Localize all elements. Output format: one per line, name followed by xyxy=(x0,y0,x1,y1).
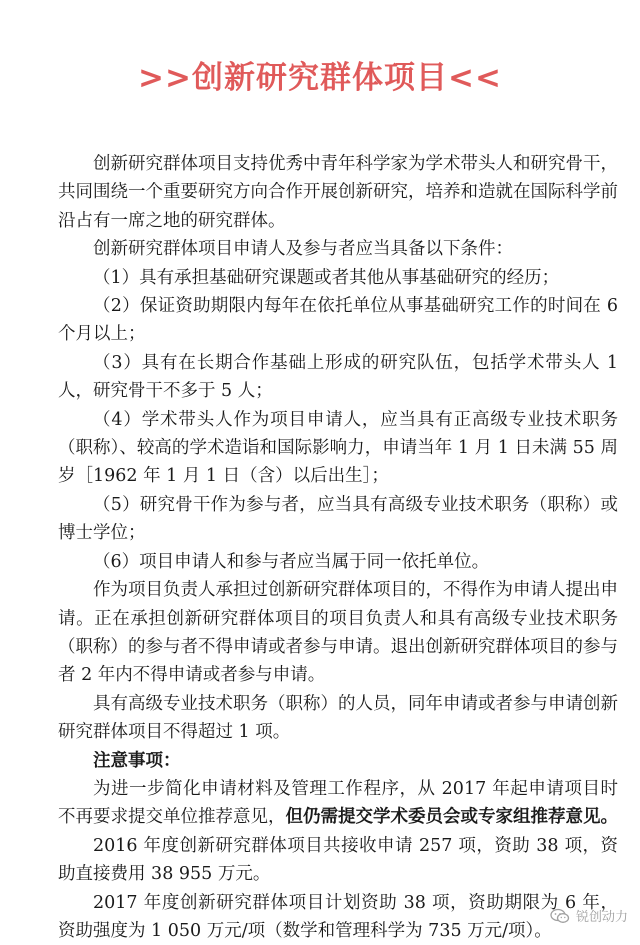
document-body xyxy=(58,150,618,945)
conditions-lead: 创新研究群体项目申请人及参与者应当具备以下条件： xyxy=(93,239,513,260)
condition-2: （2）保证资助期限内每年在依托单位从事基础研究工作的时间在 6 个月以上； xyxy=(58,296,618,345)
stats-2016-paragraph: 2016 年度创新研究群体项目共接收申请 257 项，资助 38 项，资助直接费用 38 955 万元。 xyxy=(58,835,618,885)
condition-4: （4）学术带头人作为项目申请人，应当具有正高级专业技术职务（职称）、较高的学术造诣和国际影响力，申请当年 1 月 1 日未满 55 周岁［1962 年 1 月 1 日（含）以后出生］； xyxy=(58,409,618,487)
watermark xyxy=(550,906,628,925)
limit-paragraph: 具有高级专业技术职务（职称）的人员，同年申请或者参与申请创新研究群体项目不得超过 1 项。 xyxy=(58,693,618,743)
restriction-paragraph: 作为项目负责人承担过创新研究群体项目的，不得作为申请人提出申请。正在承担创新研究群体项目的项目负责人和具有高级专业技术职务（职称）的参与者不得申请或者参与申请。退出创新研究群体项目的参与者 2 年内不得申请或者参与申请。 xyxy=(58,580,618,686)
notes-text: 为进一步简化申请材料及管理工作程序，从 2017 年起申请项目时不再要求提交单位推荐意见， xyxy=(58,778,618,828)
watermark-text: 锐创动力 xyxy=(575,910,628,925)
condition-1: （1）具有承担基础研究课题或者其他从事基础研究的经历； xyxy=(93,267,560,288)
wechat-icon xyxy=(550,908,570,924)
condition-3: （3）具有在长期合作基础上形成的研究队伍，包括学术带头人 1 人，研究骨干不多于 5 人； xyxy=(58,352,618,402)
page-title: >>创新研究群体项目<< xyxy=(138,60,502,96)
notes-paragraph xyxy=(58,775,618,832)
intro-paragraph: 创新研究群体项目支持优秀中青年科学家为学术带头人和研究骨干，共同围绕一个重要研究方向合作开展创新研究，培养和造就在国际科学前沿占有一席之地的研究群体。 xyxy=(58,154,618,231)
plan-2017-paragraph: 2017 年度创新研究群体项目计划资助 38 项，资助期限为 6 年，资助强度为 1 050 万元/项（数学和管理科学为 735 万元/项）。 xyxy=(58,892,618,941)
notes-bold-text: 但仍需提交学术委员会或专家组推荐意见。 xyxy=(285,807,618,828)
condition-5: （5）研究骨干作为参与者，应当具有高级专业技术职务（职称）或博士学位； xyxy=(58,494,618,544)
notes-heading: 注意事项： xyxy=(93,750,181,771)
condition-6: （6）项目申请人和参与者应当属于同一依托单位。 xyxy=(93,551,490,572)
